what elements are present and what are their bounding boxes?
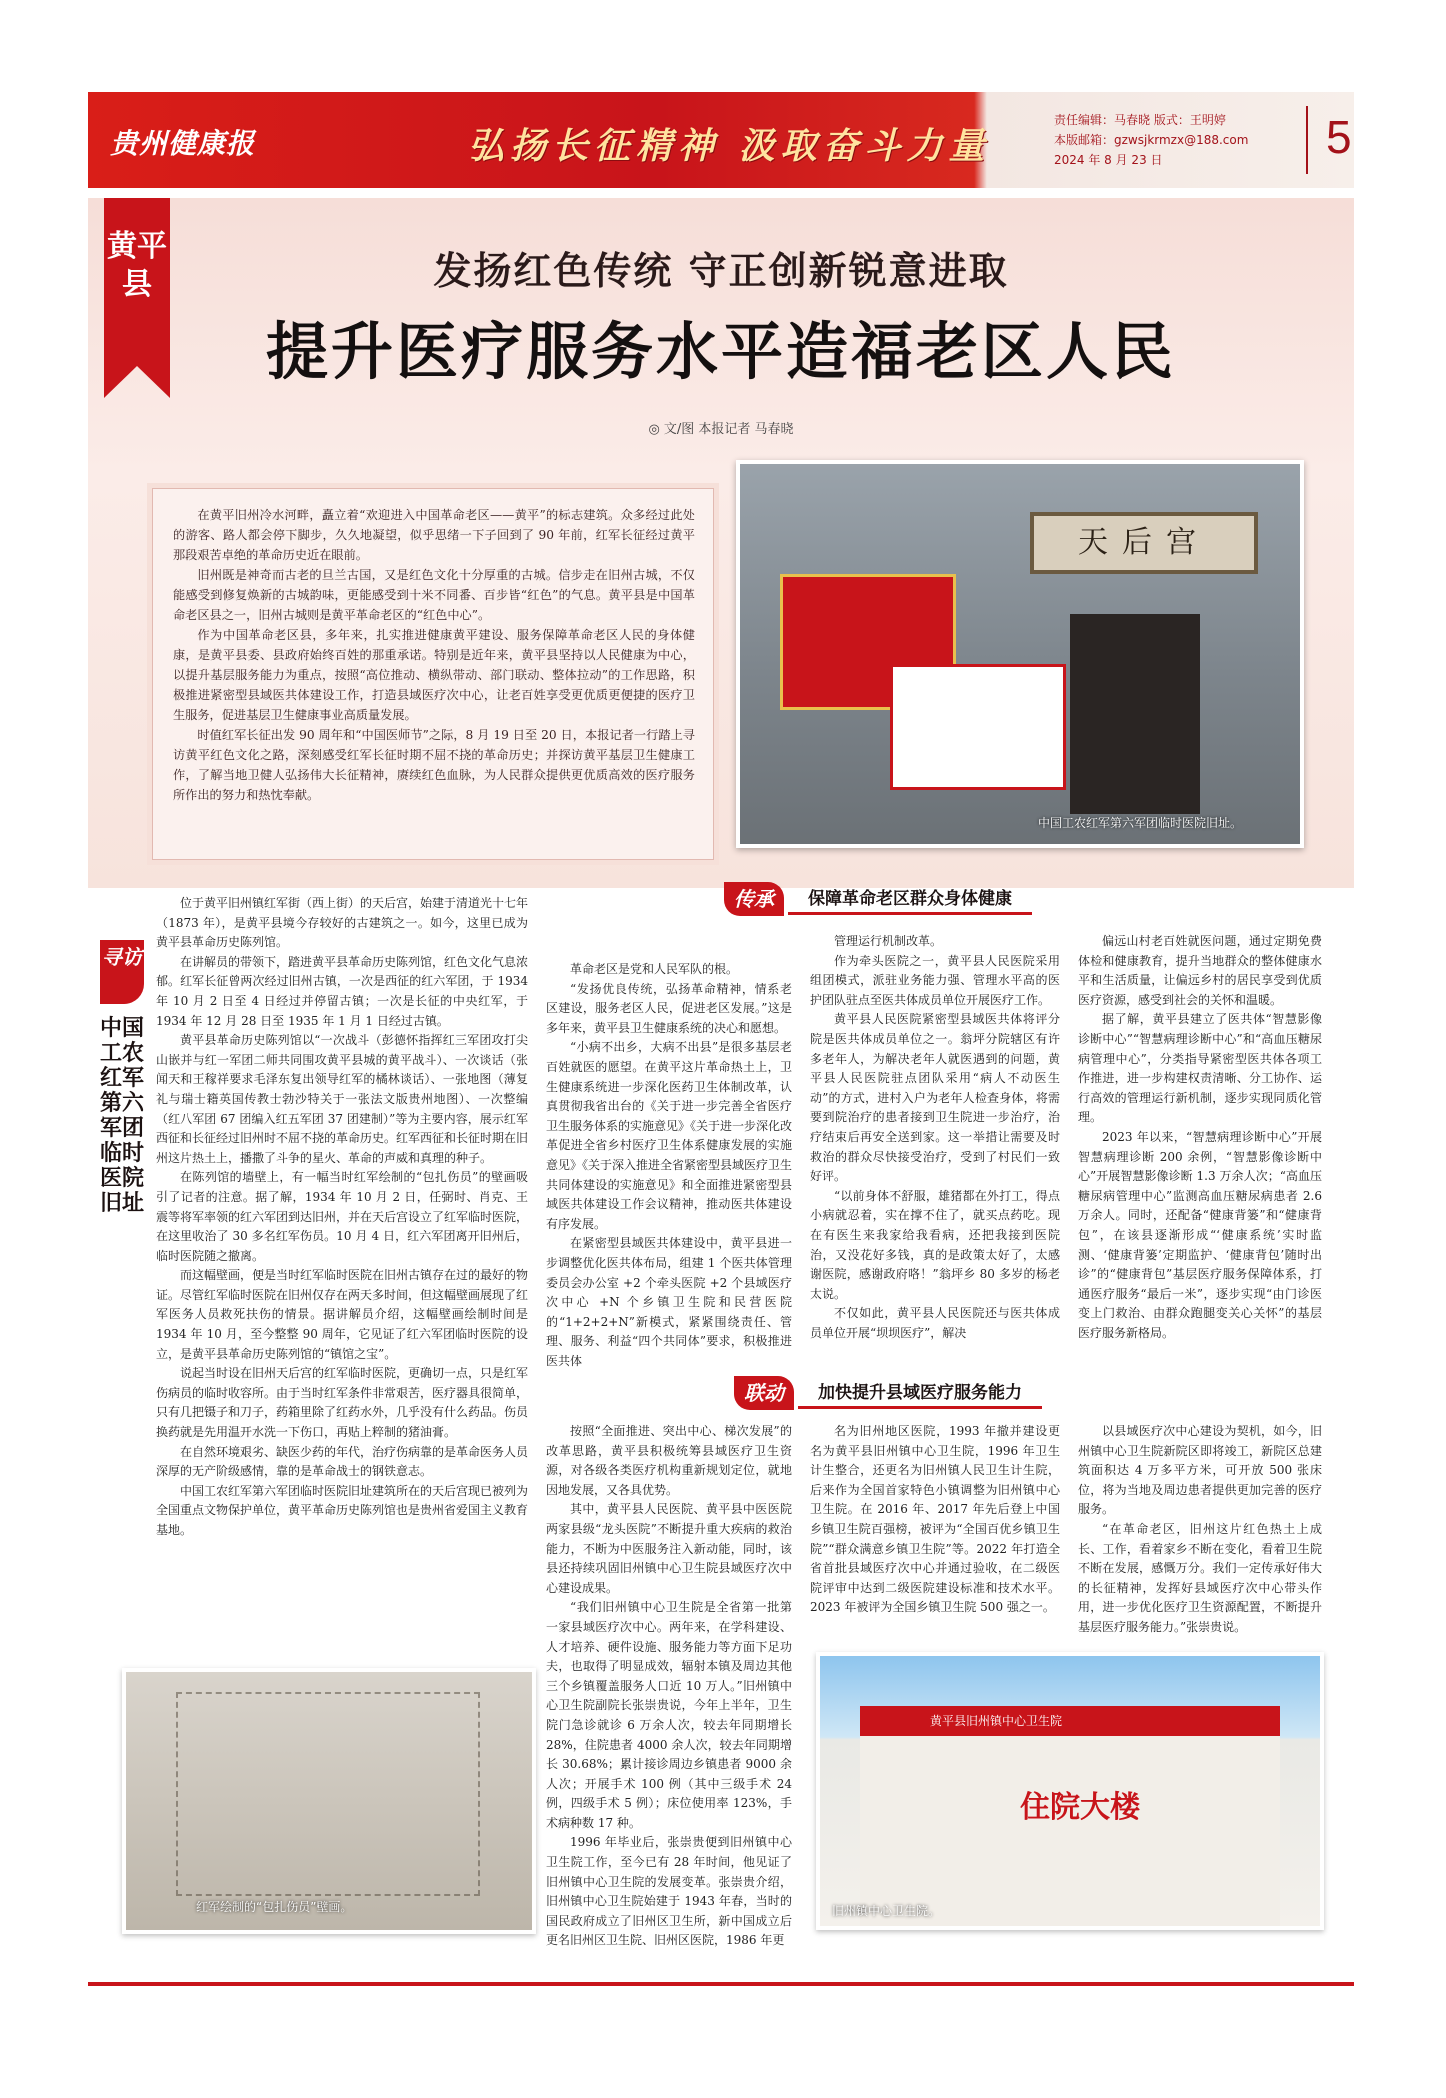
paragraph: 作为牵头医院之一，黄平县人民医院采用组团模式，派驻业务能力强、管理水平高的医护团队驻点至医共体成员单位开展医疗工作。 [810, 953, 1060, 1007]
paragraph: 革命老区是党和人民军队的根。 [570, 962, 739, 976]
paragraph: 黄平县人民医院紧密型县域医共体将评分院是医共体成员单位之一。翁坪分院辖区有许多老年人，为解决老年人就医遇到的问题，黄平县人民医院驻点团队采用“病人不动医生动”的方式，进村入户为老年人检查身体，将需要到院治疗的患者接到卫生院进一步治疗，治疗结束后再安全送到家。这一举措让需要及时救治的群众尽快接受治疗，受到了村民们一致好评。 [810, 1012, 1060, 1184]
paragraph: “发扬优良传统，弘扬革命精神，情系老区建设，服务老区人民，促进老区发展。”这是多年来，黄平县卫生健康系统的决心和愿想。 [546, 981, 792, 1035]
column-2 [546, 960, 792, 1371]
page-number: 5 [1326, 111, 1352, 163]
sidebar-section [100, 940, 144, 1216]
article-subtitle: 发扬红色传统 守正创新锐意进取 [433, 249, 1009, 293]
sidebar-title: 中国工农红军第六军团临时医院旧址 [100, 1016, 145, 1216]
temple-sign-text: 天后宫 [1078, 525, 1210, 560]
paragraph: 在讲解员的带领下，踏进黄平县革命历史陈列馆，红色文化气息浓郁。红军长征曾两次经过旧州古镇，一次是西征的红六军团，于 1934 年 10 月 2 日至 4 日经过并停留古镇；一次是长征的中央红军，于 1934 年 12 月 28 日至 1935 年 1 月 1 日经过古镇。 [156, 954, 529, 1028]
photo-caption: 中国工农红军第六军团临时医院旧址。 [1038, 816, 1243, 830]
photo-health-center [816, 1652, 1324, 1930]
intro-paragraph: 在黄平旧州冷水河畔，矗立着“欢迎进入中国革命老区——黄平”的标志建筑。众多经过此处的游客、路人都会停下脚步，久久地凝望，似乎思绪一下子回到了 90 年前，红军长征经过黄平那段艰苦卓绝的革命历史近在眼前。 [173, 508, 695, 562]
newspaper-page [88, 92, 1354, 1992]
column-4 [1078, 932, 1322, 1343]
paragraph: “在革命老区，旧州这片红色热土上成长、工作，看着家乡不断在变化，看着卫生院不断在发展，感慨万分。我们一定传承好伟大的长征精神，发挥好县域医疗次中心带头作用，进一步优化医疗卫生资源配置，不断提升基层医疗服务能力。”张崇贵说。 [1078, 1521, 1322, 1634]
photo-caption: 旧州镇中心卫生院。 [832, 1904, 941, 1918]
editor-line: 责任编辑：马春晓 版式：王明婷 [1054, 113, 1226, 127]
paragraph: 2023 年以来，“智慧病理诊断中心”开展智慧病理诊断 200 余例，“智慧影像诊断中心”开展智慧影像诊断 1.3 万余人次；“高血压糖尿病管理中心”监测高血压糖尿病患者 2.6 万余人。同时，还配备“健康背篓”和“健康背包”，在该县逐渐形成“‘健康系统’实时监测、‘健康背篓’定期监护、‘健康背包’随时出诊”的“健康背包”基层医疗服务保障体系，打通医疗服务“最后一米”，逐步实现“由门诊医变上门救治、由群众跑腿变关心关怀”的基层医疗服务新格局。 [1078, 1129, 1322, 1340]
column-5 [546, 1422, 792, 1951]
page-divider [1306, 106, 1308, 174]
paragraph: “小病不出乡，大病不出县”是很多基层老百姓就医的愿望。在黄平这片革命热土上，卫生健康系统进一步深化医药卫生体制改革，认真贯彻我省出台的《关于进一步完善全省医疗卫生服务体系的实施意见》《关于进一步深化改革促进全省乡村医疗卫生体系健康发展的实施意见》《关于深入推进全省紧密型县域医疗卫生共同体建设的实施意见》和全面推进紧密型县域医共体建设工作会议精神，推动医共体建设有序发展。 [546, 1040, 793, 1231]
intro-paragraph: 时值红军长征出发 90 周年和“中国医师节”之际，8 月 19 日至 20 日，本报记者一行踏上寻访黄平红色文化之路，深刻感受红军长征时期不屈不挠的革命历史；并探访黄平基层卫生健康工作，了解当地卫健人弘扬伟大长征精神，赓续红色血脉，为人民群众提供更优质高效的医疗服务所作出的努力和热忱奉献。 [173, 728, 695, 802]
building-sign: 黄平县旧州镇中心卫生院 [930, 1714, 1063, 1728]
section-tag: 传承 [724, 882, 784, 916]
masthead [88, 92, 1354, 188]
column-3 [810, 932, 1060, 1343]
photo-tianhougong [736, 460, 1304, 848]
section-title: 加快提升县域医疗服务能力 [798, 1380, 1042, 1409]
section-title: 保障革命老区群众身体健康 [788, 886, 1032, 915]
paragraph: 以县域医疗次中心建设为契机，如今，旧州镇中心卫生院新院区即将竣工，新院区总建筑面积达 4 万多平方米，可开放 500 张床位，将为当地及周边患者提供更加完善的医疗服务。 [1078, 1424, 1322, 1517]
column-1 [156, 894, 528, 1541]
paragraph: 据了解，黄平县建立了医共体“智慧影像诊断中心”“智慧病理诊断中心”和“高血压糖尿病管理中心”，分类指导紧密型医共体各项工作推进，进一步构建权责清晰、分工协作、运行高效的管理运行新机制，逐步实现同质化管理。 [1078, 1012, 1322, 1125]
intro-box [152, 488, 714, 860]
column-7 [1078, 1422, 1322, 1638]
ward-sign: 住院大楼 [1020, 1790, 1140, 1825]
paragraph: 管理运行机制改革。 [834, 934, 943, 948]
byline: ◎ 文/图 本报记者 马春晓 [648, 422, 794, 437]
date-line: 2024 年 8 月 23 日 [1054, 153, 1163, 167]
paragraph: 不仅如此，黄平县人民医院还与医共体成员单位开展“坝坝医疗”，解决 [810, 1306, 1060, 1340]
column-6 [810, 1422, 1060, 1618]
paragraph: “我们旧州镇中心卫生院是全省第一批第一家县域医疗次中心。两年来，在学科建设、人才培养、硬件设施、服务能力等方面下足功夫，也取得了明显成效，辐射本镇及周边其他三个乡镇覆盖服务人口近 10 万人。”旧州镇中心卫生院副院长张崇贵说，今年上半年，卫生院门急诊就诊 6 万余人次，较去年同期增长 28%，住院患者 4000 余人次，较去年同期增长 30.68%；累计接诊周边乡镇患者 9000 余人次；开展手术 100 例（其中三级手术 24 例，四级手术 5 例）；床位使用率 123%，手术病种数 17 种。 [546, 1600, 792, 1830]
mural-drawing [176, 1692, 480, 1896]
brand-logo: 贵州健康报 [110, 127, 256, 160]
paragraph: 说起当时设在旧州天后宫的红军临时医院，更确切一点，只是红军伤病员的临时收容所。由于当时红军条件非常艰苦，医疗器具很简单，只有几把镊子和刀子，药箱里除了红药水外，几乎没有什么药品。伤员换药就是先用温开水洗一下伤口，再贴上粹制的猪油膏。 [156, 1366, 529, 1440]
paragraph: 在陈列馆的墙壁上，有一幅当时红军绘制的“包扎伤员”的壁画吸引了记者的注意。据了解，1934 年 10 月 2 日，任弼时、肖克、王震等将军率领的红六军团到达旧州，并在天后宫设立了红军临时医院，在这里收治了 30 多名红军伤员。10 月 4 日，红六军团离开旧州后，临时医院随之撤离。 [156, 1170, 529, 1263]
article-title: 提升医疗服务水平造福老区人民 [265, 315, 1176, 388]
paragraph: 其中，黄平县人民医院、黄平县中医医院两家县级“龙头医院”不断提升重大疾病的救治能力，不断为中医服务注入新动能，同时，该县还持续巩固旧州镇中心卫生院县域医疗次中心建设成果。 [546, 1502, 792, 1595]
paragraph: 中国工农红军第六军团临时医院旧址建筑所在的天后宫现已被列为全国重点文物保护单位，黄平革命历史陈列馆也是贵州省爱国主义教育基地。 [156, 1483, 529, 1537]
paragraph: “以前身体不舒服，雄猪都在外打工，得点小病就忍着，实在撑不住了，就买点药吃。现在有医生来我家给我看病，还把我接到医院治，又没花好多钱，真的是政策太好了，太感谢医院，感谢政府咯！”翁坪乡 80 多岁的杨老太说。 [810, 1188, 1060, 1301]
paragraph: 1996 年毕业后，张崇贵便到旧州镇中心卫生院工作，至今已有 28 年时间，他见证了旧州镇中心卫生院的发展变革。张崇贵介绍，旧州镇中心卫生院始建于 1943 年春，当时的国民政府成立了旧州区卫生所，新中国成立后更名旧州区卫生院、旧州区医院，1986 年更 [546, 1835, 792, 1948]
section-tag: 寻访 [100, 940, 144, 1004]
paragraph: 在自然环境艰劣、缺医少药的年代，治疗伤病靠的是革命医务人员深厚的无产阶级感情，靠的是革命战士的钢铁意志。 [156, 1444, 529, 1479]
intro-paragraph: 旧州既是神奇而古老的旦兰古国，又是红色文化十分厚重的古城。信步走在旧州古城，不仅能感受到修复焕新的古城韵味，更能感受到十米不同番、百步皆“红色”的气息。黄平县是中国革命老区县之一，旧州古城则是黄平革命老区的“红色中心”。 [173, 568, 695, 622]
section-tag: 联动 [734, 1376, 794, 1410]
paragraph: 偏远山村老百姓就医问题，通过定期免费体检和健康教育，提升当地群众的整体健康水平和生活质量，让偏远乡村的居民享受到优质医疗资源，感受到社会的关怀和温暖。 [1078, 934, 1322, 1007]
photo-mural [122, 1668, 536, 1934]
paragraph: 按照“全面推进、突出中心、梯次发展”的改革思路，黄平县积极统筹县域医疗卫生资源，对各级各类医疗机构重新规划定位，就地因地发展，又各具优势。 [546, 1424, 792, 1497]
paragraph: 位于黄平旧州镇红军街（西上街）的天后宫，始建于清道光十七年（1873 年），是黄平县境今存较好的古建筑之一。如今，这里已成为黄平县革命历史陈列馆。 [156, 896, 529, 950]
paragraph: 而这幅壁画，便是当时红军临时医院在旧州古镇存在过的最好的物证。尽管红军临时医院在旧州仅存在两天多时间，但这幅壁画展现了红军医务人员救死扶伤的情景。据讲解员介绍，这幅壁画绘制时间是 1934 年 10 月，至今整整 90 周年，它见证了红六军团临时医院的设立，是黄平县革命历史陈列馆的“镇馆之宝”。 [156, 1268, 529, 1361]
paragraph: 黄平县革命历史陈列馆以“一次战斗（彭德怀指挥红三军团攻打尖山嵌并与红一军团二师共同围攻黄平县城的黄平战斗）、一次谈话（张闻天和王稼祥要求毛泽东复出领导红军的橘林谈话）、一张地图（薄复礼与瑞士籍英国传教士勃沙特关于一张法文版贵州地图）、一次整编（红八军团 67 团编入红五军团 37 团建制）”等为主要内容，展示红军西征和长征经过旧州时不屈不挠的革命历史。红军西征和长征时期在旧州这片热土上，播撒了斗争的星火、革命的声威和真理的种子。 [156, 1033, 529, 1165]
email-line: 本版邮箱：gzwsjkrmzx@188.com [1054, 133, 1249, 147]
temple-door [1070, 614, 1200, 814]
paragraph: 在紧密型县域医共体建设中，黄平县进一步调整优化医共体布局，组建 1 个医共体管理委员会办公室 +2 个牵头医院 +2 个县域医疗次中心 +N 个乡镇卫生院和民营医院的“1+2+2+N”新模式，紧紧围绕责任、管理、服务、利益“四个共同体”要求，积极推进医共体 [546, 1236, 792, 1368]
temple-sign [1030, 512, 1258, 574]
slogan-banner: 弘扬长征精神 汲取奋斗力量 [468, 125, 991, 167]
article-header [88, 198, 1354, 888]
intro-text [173, 505, 695, 805]
section-heading-inherit [724, 882, 1224, 918]
county-label: 黄平县 [107, 229, 167, 302]
edition-info [1054, 110, 1248, 170]
paragraph: 名为旧州地区医院，1993 年撤并建设更名为黄平县旧州镇中心卫生院，1996 年卫生计生整合，还更名为旧州镇人民卫生计生院，后来作为全国首家特色小镇调整为旧州镇中心卫生院。在 2016 年、2017 年先后登上中国乡镇卫生院百强榜，被评为“全国百优乡镇卫生院”“群众满意乡镇卫生院”等。2022 年打造全省首批县域医疗次中心并通过验收，在二级医院评审中达到二级医院建设标准和技术水平。2023 年被评为全国乡镇卫生院 500 强之一。 [810, 1424, 1060, 1615]
footer-rule [88, 1982, 1354, 1986]
photo-caption: 红军绘制的“包扎伤员”壁画。 [196, 1900, 353, 1914]
intro-paragraph: 作为中国革命老区县，多年来，扎实推进健康黄平建设、服务保障革命老区人民的身体健康，是黄平县委、县政府始终百姓的那重承诺。特别是近年来，黄平县坚持以人民健康为中心，以提升基层服务能力为重点，按照“高位推动、横纵带动、部门联动、整体拉动”的工作思路，积极推进紧密型县域医共体建设工作，打造县域医疗次中心，让老百姓享受更优质更便捷的医疗卫生服务，促进基层卫生健康事业高质量发展。 [173, 628, 695, 722]
display-board [890, 664, 1066, 790]
section-heading-linkage [734, 1376, 1234, 1412]
